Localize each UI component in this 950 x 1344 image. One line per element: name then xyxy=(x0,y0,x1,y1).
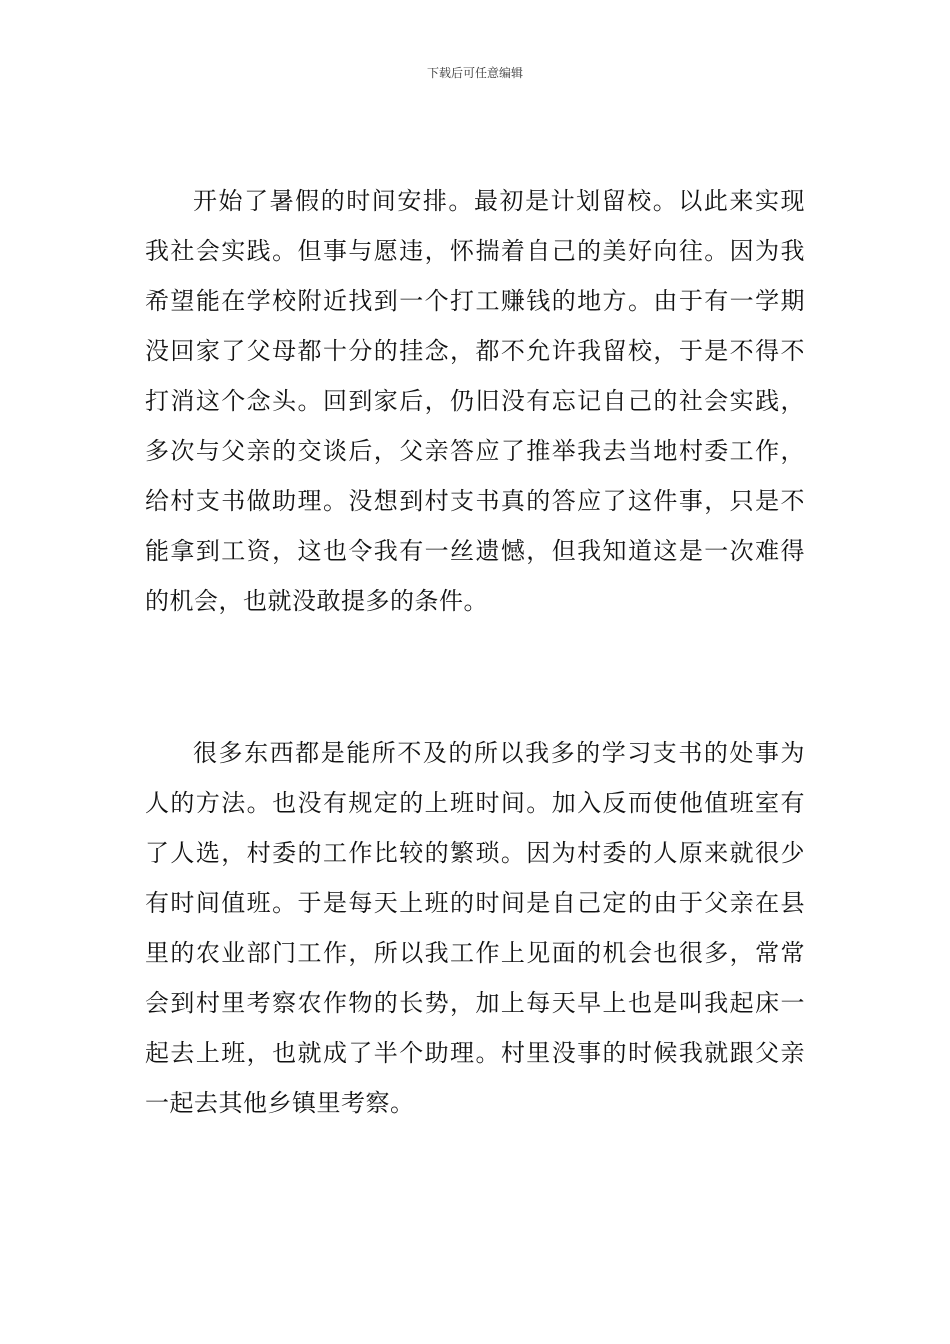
paragraph-2: 很多东西都是能所不及的所以我多的学习支书的处事为人的方法。也没有规定的上班时间。加入反而使他值班室有了人选，村委的工作比较的繁琐。因为村委的人原来就很少有时间值班。于是每天上班的时间是自己定的由于父亲在县里的农业部门工作，所以我工作上见面的机会也很多，常常会到村里考察农作物的长势，加上每天早上也是叫我起床一起去上班，也就成了半个助理。村里没事的时候我就跟父亲一起去其他乡镇里考察。 xyxy=(145,739,805,1117)
document-body xyxy=(145,176,805,1128)
page-header: 下载后可任意编辑 xyxy=(426,66,523,80)
paragraph-1: 开始了暑假的时间安排。最初是计划留校。以此来实现我社会实践。但事与愿违，怀揣着自己的美好向往。因为我希望能在学校附近找到一个打工赚钱的地方。由于有一学期没回家了父母都十分的挂念，都不允许我留校，于是不得不打消这个念头。回到家后，仍旧没有忘记自己的社会实践，多次与父亲的交谈后，父亲答应了推举我去当地村委工作，给村支书做助理。没想到村支书真的答应了这件事，只是不能拿到工资，这也令我有一丝遗憾，但我知道这是一次难得的机会，也就没敢提多的条件。 xyxy=(145,187,805,615)
